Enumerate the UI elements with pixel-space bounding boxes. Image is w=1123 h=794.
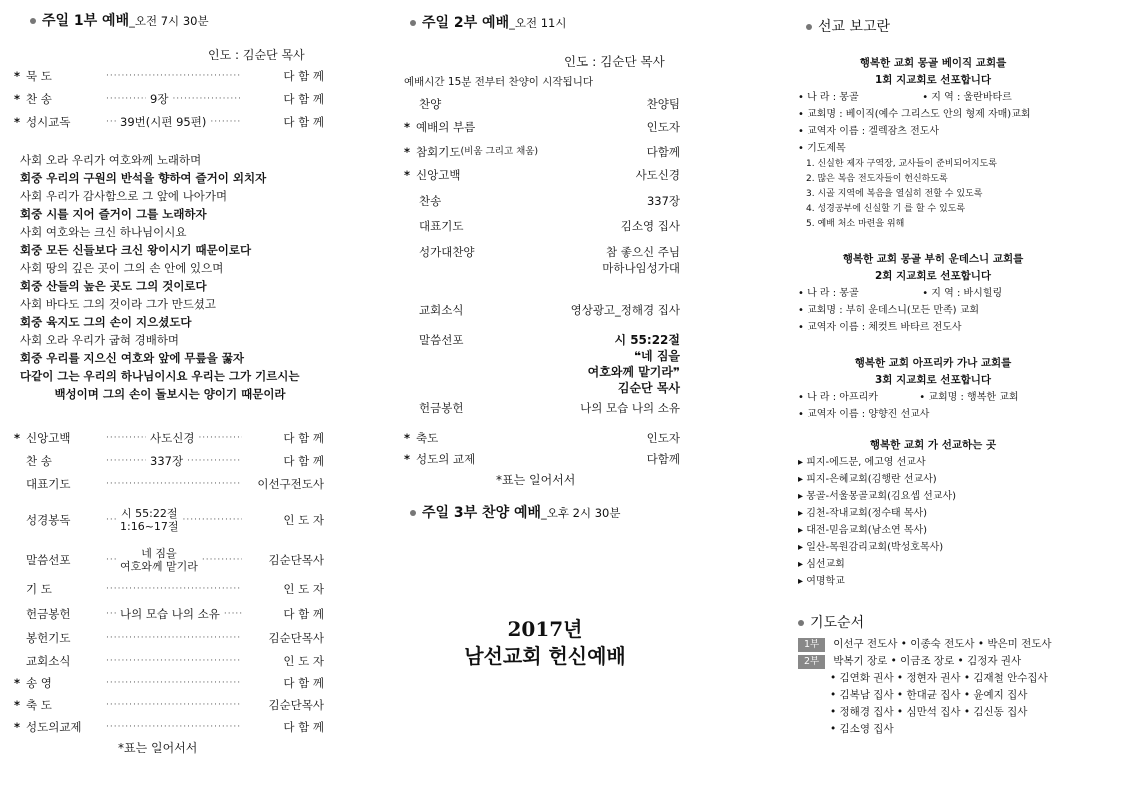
prayer-line bbox=[798, 704, 1118, 721]
order-value: 인 도 자 bbox=[283, 654, 324, 668]
prayer-topic: 5. 예배 처소 마련을 위해 bbox=[806, 219, 905, 229]
column-service-2 bbox=[400, 0, 690, 794]
order-label-group bbox=[404, 400, 463, 416]
order-label: 헌금봉헌 bbox=[26, 607, 71, 621]
mission-subheading: 1회 지교회로 선포합니다 bbox=[874, 74, 992, 86]
supported-item: ▸ 피지-은혜교회(김행란 선교사) bbox=[798, 474, 937, 485]
dot-leader bbox=[106, 656, 242, 666]
mission-heading: 행복한 교회 몽골 부히 운데스니 교회를 bbox=[842, 253, 1024, 265]
prayer-title-text: 기도순서 bbox=[810, 615, 865, 631]
mission-item: • 교역자 이름 : 체컷트 바타르 전도사 bbox=[798, 322, 962, 333]
standing-note: *표는 일어서서 bbox=[118, 741, 198, 755]
dot-leader bbox=[106, 71, 242, 81]
order-label: 신앙고백 bbox=[26, 431, 71, 445]
service2-leader: 인도 : 김순단 목사 bbox=[564, 54, 665, 69]
column-service-1 bbox=[0, 0, 340, 794]
service3-name: 주일 3부 찬양 예배 bbox=[422, 505, 542, 521]
order-row bbox=[14, 581, 324, 597]
reading-line: 사회 여호와는 크신 하나님이시요 bbox=[20, 225, 187, 239]
order-label: 성도의 교제 bbox=[416, 452, 476, 466]
prayer-title bbox=[798, 612, 864, 632]
order-label-group bbox=[404, 302, 463, 318]
dot-leader bbox=[224, 609, 242, 619]
star-mark: * bbox=[14, 115, 21, 129]
order-value: 다 함 께 bbox=[283, 720, 324, 734]
order-row bbox=[14, 114, 324, 130]
order-label: 성시교독 bbox=[26, 115, 71, 129]
order-row bbox=[404, 430, 680, 446]
order-label: 송 영 bbox=[26, 676, 52, 690]
bullet-icon bbox=[806, 24, 812, 30]
service2-name: 주일 2부 예배 bbox=[422, 15, 510, 31]
mission-item: • 교회명 : 부히 운데스니(모든 만족) 교회 bbox=[798, 305, 980, 316]
reading-line: 회중 우리의 구원의 반석을 향하여 즐거이 외치자 bbox=[20, 171, 267, 185]
order-value: 다 함 께 bbox=[283, 69, 324, 83]
prayer-names: • 김소영 집사 bbox=[830, 723, 894, 735]
order-value: 다 함 께 bbox=[283, 115, 324, 129]
order-detail: 나의 모습 나의 소유 bbox=[120, 606, 220, 621]
dot-leader bbox=[106, 555, 116, 565]
dot-leader bbox=[106, 479, 242, 489]
order-row bbox=[14, 675, 324, 691]
star-mark bbox=[404, 400, 416, 416]
supported-item: ▸ 여명학교 bbox=[798, 576, 845, 587]
order-value: 참 좋으신 주님 마하나임성가대 bbox=[602, 245, 680, 275]
order-value: 이선구전도사 bbox=[257, 477, 324, 491]
order-row bbox=[14, 606, 324, 622]
order-label: 신앙고백 bbox=[416, 168, 461, 182]
order-label: 찬 송 bbox=[26, 92, 52, 106]
order-label: 찬 송 bbox=[26, 454, 52, 468]
reading-line: 회중 시를 지어 즐거이 그를 노래하자 bbox=[20, 207, 207, 221]
order-label-group bbox=[404, 119, 475, 135]
star-mark: * bbox=[14, 92, 21, 106]
mission-item: • 교역자 이름 : 겔렉잠츠 전도사 bbox=[798, 126, 940, 137]
order-row bbox=[404, 332, 680, 396]
order-label: 찬송 bbox=[419, 194, 442, 208]
order-label-group bbox=[404, 144, 538, 160]
mission-item: • 기도제목 bbox=[798, 143, 846, 154]
order-detail: 시 55:22절 1:16~17절 bbox=[120, 507, 179, 533]
prayer-topic: 2. 많은 복음 전도자들이 헌신하도록 bbox=[806, 174, 948, 184]
order-value: 337장 bbox=[646, 194, 680, 208]
prayer-topic: 4. 성경공부에 신실할 기 를 할 수 있도록 bbox=[806, 204, 966, 214]
order-label-group bbox=[404, 451, 475, 467]
order-value: 시 55:22절 ❝네 짐을 여호와께 맡기라❞ 김순단 목사 bbox=[587, 333, 680, 395]
reading-line: 회중 우리를 지으신 여호와 앞에 무릎을 꿇자 bbox=[20, 351, 244, 365]
prayer-badge: 2부 bbox=[798, 655, 825, 669]
order-value: 나의 모습 나의 소유 bbox=[580, 401, 680, 415]
order-label: 봉헌기도 bbox=[26, 631, 71, 645]
mission-subheading: 2회 지교회로 선포합니다 bbox=[874, 270, 992, 282]
mission-heading: 행복한 교회 몽골 베이직 교회를 bbox=[859, 57, 1007, 69]
order-value: 다 함 께 bbox=[283, 607, 324, 621]
reading-line: 사회 오라 우리가 굽혀 경배하며 bbox=[20, 333, 180, 347]
supported-item: ▸ 피지-에드문, 에고영 선교사 bbox=[798, 457, 926, 468]
order-label-group bbox=[404, 332, 463, 396]
service2-title bbox=[410, 12, 566, 32]
prayer-line bbox=[798, 687, 1118, 704]
order-row bbox=[404, 244, 680, 276]
star-mark: * bbox=[404, 452, 411, 466]
dot-leader bbox=[106, 433, 146, 443]
supported-item: ▸ 몽골-서울몽골교회(김요셉 선교사) bbox=[798, 491, 957, 502]
bullet-icon bbox=[30, 18, 36, 24]
event-name: 남선교회 헌신예배 bbox=[464, 644, 626, 668]
order-label: 찬양 bbox=[419, 97, 442, 111]
prayer-names: • 정해경 집사 • 심만석 집사 • 김신동 집사 bbox=[830, 706, 1028, 718]
prayer-names: 박복기 장로 • 이금조 장로 • 김정자 권사 bbox=[833, 655, 1022, 667]
mission-title bbox=[806, 16, 890, 36]
order-row bbox=[404, 119, 680, 135]
reading-line: 백성이며 그의 손이 돌보시는 양이기 때문이라 bbox=[54, 387, 286, 401]
order-label-group bbox=[404, 218, 463, 234]
order-row bbox=[14, 68, 324, 84]
prayer-names: • 김복남 집사 • 한대균 집사 • 윤예지 집사 bbox=[830, 689, 1028, 701]
reading-line: 회중 산들의 높은 곳도 그의 것이로다 bbox=[20, 279, 207, 293]
order-row bbox=[14, 630, 324, 646]
prayer-line bbox=[798, 721, 1118, 738]
dot-leader bbox=[106, 700, 242, 710]
order-value: 김순단목사 bbox=[268, 698, 324, 712]
star-mark bbox=[404, 193, 416, 209]
dot-leader bbox=[106, 609, 116, 619]
order-sublabel: (비움 그리고 채움) bbox=[460, 146, 539, 157]
order-row bbox=[14, 719, 324, 735]
dot-leader bbox=[172, 94, 242, 104]
order-label: 성가대찬양 bbox=[419, 245, 475, 259]
mission-item: • 나 라 : 아프리카 • 교회명 : 행복한 교회 bbox=[798, 392, 1019, 403]
mission-block bbox=[798, 251, 1068, 336]
order-detail: 사도신경 bbox=[150, 430, 195, 445]
supported-section bbox=[798, 437, 1068, 590]
bullet-icon bbox=[410, 510, 416, 516]
prayer-line bbox=[798, 636, 1118, 653]
reading-line: 회중 모든 신들보다 크신 왕이시기 때문이로다 bbox=[20, 243, 252, 257]
order-label: 대표기도 bbox=[26, 477, 71, 491]
prayer-list bbox=[798, 636, 1118, 738]
reading-line: 사회 땅의 깊은 곳이 그의 손 안에 있으며 bbox=[20, 261, 224, 275]
order-label-group bbox=[404, 244, 475, 276]
bullet-icon bbox=[410, 20, 416, 26]
order-row bbox=[14, 91, 324, 107]
star-mark bbox=[404, 302, 416, 318]
dot-leader bbox=[187, 456, 242, 466]
mission-item: • 나 라 : 몽골 • 지 역 : 바시힐링 bbox=[798, 288, 1003, 299]
order-label-group bbox=[404, 193, 441, 209]
mission-item: • 나 라 : 몽골 • 지 역 : 울란바타르 bbox=[798, 92, 1012, 103]
order-label: 교회소식 bbox=[419, 303, 464, 317]
order-row bbox=[404, 451, 680, 467]
star-mark: * bbox=[14, 720, 21, 734]
dot-leader bbox=[106, 584, 242, 594]
service1-name: 주일 1부 예배 bbox=[42, 13, 130, 29]
order-label: 교회소식 bbox=[26, 654, 71, 668]
order-label: 말씀선포 bbox=[26, 553, 71, 567]
order-row bbox=[404, 193, 680, 209]
dot-leader bbox=[106, 722, 242, 732]
order-row bbox=[14, 697, 324, 713]
dot-leader bbox=[106, 456, 146, 466]
mission-heading: 행복한 교회 아프리카 가나 교회를 bbox=[854, 357, 1012, 369]
order-value: 인 도 자 bbox=[283, 582, 324, 596]
order-label: 축 도 bbox=[26, 698, 52, 712]
prayer-topic: 3. 시골 지역에 복음을 열심히 전할 수 있도록 bbox=[806, 189, 983, 199]
order-value: 영상광고_정해경 집사 bbox=[570, 303, 680, 317]
standing-note: *표는 일어서서 bbox=[496, 473, 576, 487]
order-row bbox=[14, 476, 324, 492]
responsive-reading bbox=[20, 151, 320, 403]
order-label: 기 도 bbox=[26, 582, 52, 596]
mission-subheading: 3회 지교회로 선포합니다 bbox=[874, 374, 992, 386]
prayer-names: 이선구 전도사 • 이종숙 전도사 • 박은미 전도사 bbox=[833, 638, 1052, 650]
supported-item: ▸ 일산-목원감리교회(박성호목사) bbox=[798, 542, 944, 553]
dot-leader bbox=[106, 94, 146, 104]
star-mark: * bbox=[404, 168, 411, 182]
mission-item: • 교역자 이름 : 양향진 선교사 bbox=[798, 409, 930, 420]
star-mark bbox=[404, 218, 416, 234]
dot-leader bbox=[106, 678, 242, 688]
bullet-icon bbox=[798, 620, 804, 626]
reading-line: 사회 우리가 감사함으로 그 앞에 나아가며 bbox=[20, 189, 228, 203]
order-label: 성도의교제 bbox=[26, 720, 82, 734]
mission-item: • 교회명 : 베이직(예수 그리스도 안의 형제 자매)교회 bbox=[798, 109, 1031, 120]
star-mark: * bbox=[404, 145, 411, 159]
order-value: 다함께 bbox=[646, 452, 680, 466]
order-row bbox=[14, 546, 324, 574]
service1-order-bottom bbox=[14, 428, 324, 738]
order-value: 사도신경 bbox=[635, 168, 680, 182]
order-row bbox=[14, 506, 324, 534]
order-label: 참회기도 bbox=[416, 145, 461, 159]
prayer-topic: 1. 신실한 제자 구역장, 교사들이 준비되어지도록 bbox=[806, 159, 997, 169]
star-mark: * bbox=[404, 120, 411, 134]
star-mark: * bbox=[404, 431, 411, 445]
order-value: 김순단목사 bbox=[268, 631, 324, 645]
dot-leader bbox=[183, 515, 242, 525]
mission-block bbox=[798, 55, 1068, 232]
order-value: 다 함 께 bbox=[283, 454, 324, 468]
reading-line: 회중 육지도 그의 손이 지으셨도다 bbox=[20, 315, 192, 329]
order-row bbox=[404, 400, 680, 416]
order-row bbox=[14, 453, 324, 469]
order-label-group bbox=[404, 167, 460, 183]
order-value: 찬양팀 bbox=[646, 97, 680, 111]
order-detail: 9장 bbox=[150, 91, 169, 106]
order-label: 성경봉독 bbox=[26, 513, 71, 527]
prayer-names: • 김연화 권사 • 정현자 권사 • 김재철 안수집사 bbox=[830, 672, 1048, 684]
prayer-line bbox=[798, 653, 1118, 670]
supported-list bbox=[798, 454, 1068, 590]
order-value: 인도자 bbox=[646, 431, 680, 445]
order-value: 인도자 bbox=[646, 120, 680, 134]
order-label: 예배의 부름 bbox=[416, 120, 476, 134]
order-label-group bbox=[404, 96, 441, 112]
service1-leader: 인도 : 김순단 목사 bbox=[208, 48, 305, 62]
dot-leader bbox=[106, 633, 242, 643]
prayer-line bbox=[798, 670, 1118, 687]
order-detail: 네 짐을 여호와께 맡기라 bbox=[120, 547, 198, 573]
order-row bbox=[14, 430, 324, 446]
mission-title-text: 선교 보고란 bbox=[818, 19, 891, 35]
order-row bbox=[404, 218, 680, 234]
order-row bbox=[404, 302, 680, 318]
column-mission bbox=[798, 0, 1098, 794]
order-label-group bbox=[404, 430, 438, 446]
order-row bbox=[404, 144, 680, 160]
order-value: 다 함 께 bbox=[283, 92, 324, 106]
service2-time: _오전 11시 bbox=[509, 16, 567, 30]
order-label: 묵 도 bbox=[26, 69, 52, 83]
order-value: 김소영 집사 bbox=[620, 219, 680, 233]
supported-title: 행복한 교회 가 선교하는 곳 bbox=[869, 439, 997, 451]
service3-time: _오후 2시 30분 bbox=[541, 506, 621, 520]
star-mark: * bbox=[14, 431, 21, 445]
order-row bbox=[404, 167, 680, 183]
star-mark bbox=[404, 244, 416, 276]
service3-title bbox=[410, 502, 620, 522]
dot-leader bbox=[202, 555, 242, 565]
order-row bbox=[14, 653, 324, 669]
service1-time: _오전 7시 30분 bbox=[129, 14, 209, 28]
event-year: 2017년 bbox=[507, 617, 583, 641]
order-label: 대표기도 bbox=[419, 219, 464, 233]
order-detail: 39번(시편 95편) bbox=[120, 114, 207, 129]
order-value: 인 도 자 bbox=[283, 513, 324, 527]
service1-title bbox=[30, 10, 209, 30]
service1-order-top bbox=[14, 66, 324, 136]
prayer-badge: 1부 bbox=[798, 638, 825, 652]
dot-leader bbox=[106, 515, 116, 525]
order-value: 다 함 께 bbox=[283, 431, 324, 445]
order-label: 축도 bbox=[416, 431, 439, 445]
star-mark: * bbox=[14, 698, 21, 712]
order-value: 다함께 bbox=[646, 145, 680, 159]
service2-intro: 예배시간 15분 전부터 찬양이 시작됩니다 bbox=[404, 76, 593, 88]
supported-item: ▸ 대전-믿음교회(남소연 목사) bbox=[798, 525, 928, 536]
dot-leader bbox=[198, 433, 242, 443]
service2-order bbox=[404, 94, 680, 464]
order-value: 김순단목사 bbox=[268, 553, 324, 567]
supported-item: ▸ 김천-작내교회(정수태 목사) bbox=[798, 508, 928, 519]
order-row bbox=[404, 96, 680, 112]
dot-leader bbox=[106, 117, 116, 127]
reading-line: 다같이 그는 우리의 하나님이시요 우리는 그가 기르시는 bbox=[20, 369, 300, 383]
star-mark: * bbox=[14, 676, 21, 690]
order-label: 말씀선포 bbox=[419, 333, 464, 347]
reading-line: 사회 바다도 그의 것이라 그가 만드셨고 bbox=[20, 297, 217, 311]
reading-line: 사회 오라 우리가 여호와께 노래하며 bbox=[20, 153, 202, 167]
supported-item: ▸ 심선교회 bbox=[798, 559, 845, 570]
dot-leader bbox=[210, 117, 242, 127]
order-label: 헌금봉헌 bbox=[419, 401, 464, 415]
mission-block bbox=[798, 355, 1068, 423]
star-mark bbox=[404, 332, 416, 396]
order-value: 다 함 께 bbox=[283, 676, 324, 690]
star-mark: * bbox=[14, 69, 21, 83]
star-mark bbox=[404, 96, 416, 112]
order-detail: 337장 bbox=[150, 453, 184, 468]
event-banner bbox=[420, 616, 670, 670]
